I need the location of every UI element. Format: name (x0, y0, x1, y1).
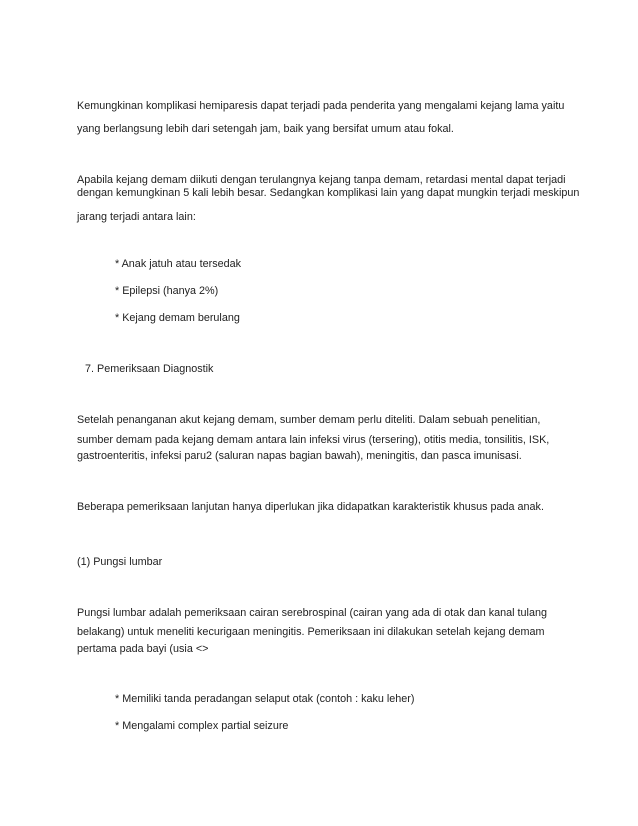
paragraph-line: Pungsi lumbar adalah pemeriksaan cairan serebrospinal (cairan yang ada di otak dan kanal tulang (77, 607, 547, 619)
paragraph-line: jarang terjadi antara lain: (77, 211, 196, 223)
list-item: * Epilepsi (hanya 2%) (115, 285, 219, 297)
paragraph-line: Apabila kejang demam diikuti dengan terulangnya kejang tanpa demam, retardasi mental dapat terjadi (77, 174, 566, 186)
paragraph-line: belakang) untuk meneliti kecurigaan meningitis. Pemeriksaan ini dilakukan setelah kejang demam (77, 626, 545, 638)
paragraph-line: sumber demam pada kejang demam antara lain infeksi virus (tersering), otitis media, tonsilitis, ISK, (77, 434, 550, 446)
paragraph-line: Beberapa pemeriksaan lanjutan hanya diperlukan jika didapatkan karakteristik khusus pada anak. (77, 501, 544, 513)
paragraph-line: dengan kemungkinan 5 kali lebih besar. Sedangkan komplikasi lain yang dapat mungkin terjadi meskipun (77, 187, 580, 199)
paragraph-line: yang berlangsung lebih dari setengah jam, baik yang bersifat umum atau fokal. (77, 123, 454, 135)
paragraph-line: pertama pada bayi (usia <> (77, 643, 209, 655)
list-item: * Mengalami complex partial seizure (115, 720, 289, 732)
paragraph-line: Setelah penanganan akut kejang demam, sumber demam perlu diteliti. Dalam sebuah penelitian, (77, 414, 541, 426)
list-item: * Memiliki tanda peradangan selaput otak (contoh : kaku leher) (115, 693, 415, 705)
subheading: (1) Pungsi lumbar (77, 556, 163, 568)
list-item: * Anak jatuh atau tersedak (115, 258, 242, 270)
section-heading: 7. Pemeriksaan Diagnostik (85, 363, 214, 375)
paragraph-line: gastroenteritis, infeksi paru2 (saluran napas bagian bawah), meningitis, dan pasca imunisasi. (77, 450, 522, 462)
list-item: * Kejang demam berulang (115, 312, 240, 324)
paragraph-line: Kemungkinan komplikasi hemiparesis dapat terjadi pada penderita yang mengalami kejang lama yaitu (77, 100, 565, 112)
